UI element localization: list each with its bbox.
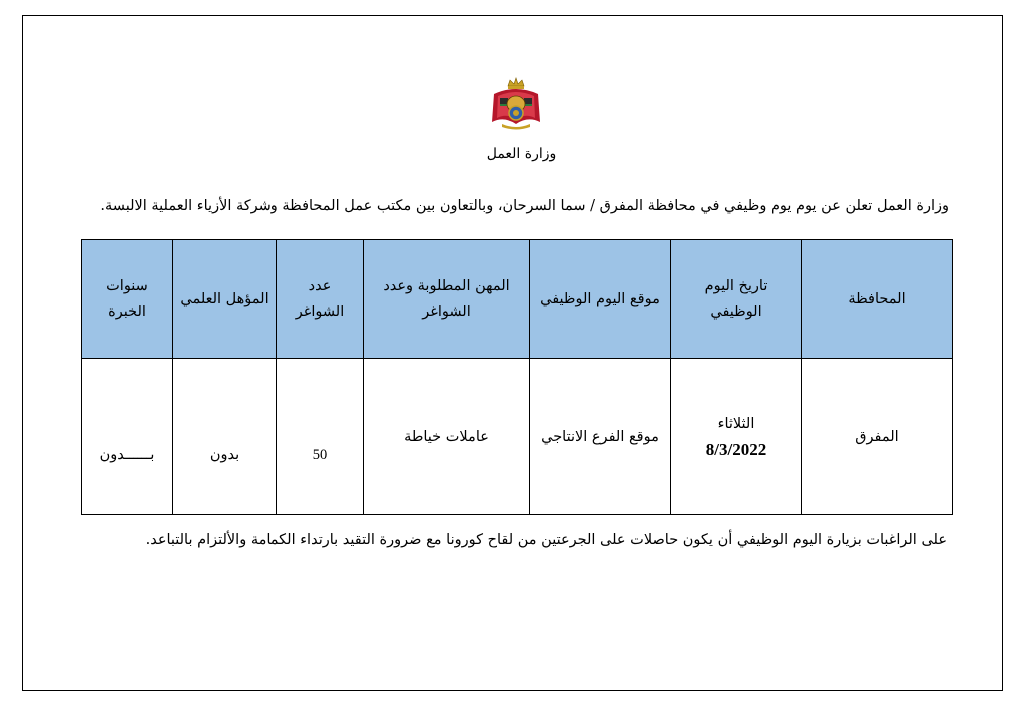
table-row <box>82 359 953 515</box>
cell-experience: بــــــدون <box>82 359 173 515</box>
table-header-row <box>82 240 953 359</box>
header-jobs: المهن المطلوبة وعدد الشواغر <box>364 240 530 359</box>
cell-governorate: المفرق <box>802 359 953 515</box>
jordan-coat-of-arms-icon <box>488 76 544 132</box>
cell-qualification: بدون <box>173 359 277 515</box>
job-fair-table <box>81 239 953 515</box>
header-date: تاريخ اليوم الوظيفي <box>671 240 802 359</box>
ministry-title: وزارة العمل <box>486 146 557 162</box>
header-governorate: المحافظة <box>802 240 953 359</box>
header-location: موقع اليوم الوظيفي <box>530 240 671 359</box>
header-qualification: المؤهل العلمي <box>173 240 277 359</box>
cell-jobs: عاملات خياطة <box>364 359 530 515</box>
cell-date <box>671 359 802 515</box>
cell-vacancies: 50 <box>277 359 364 515</box>
cell-location: موقع الفرع الانتاجي <box>530 359 671 515</box>
cell-date-value: 8/3/2022 <box>705 439 767 459</box>
requirements-note: على الراغبات بزيارة اليوم الوظيفي أن يكون حاصلات على الجرعتين من لقاح كورونا مع ضرورة التقيد بارتداء الكمامة والألتزام بالتباعد. <box>145 532 947 548</box>
cell-day: الثلاثاء <box>717 415 755 432</box>
announcement-text: وزارة العمل تعلن عن يوم يوم وظيفي في محافظة المفرق / سما السرحان، وبالتعاون بين مكتب عمل المحافظة وشركة الأزياء العملية الالبسة. <box>100 198 949 214</box>
header-experience: سنوات الخبرة <box>82 240 173 359</box>
header-vacancies: عدد الشواغر <box>277 240 364 359</box>
